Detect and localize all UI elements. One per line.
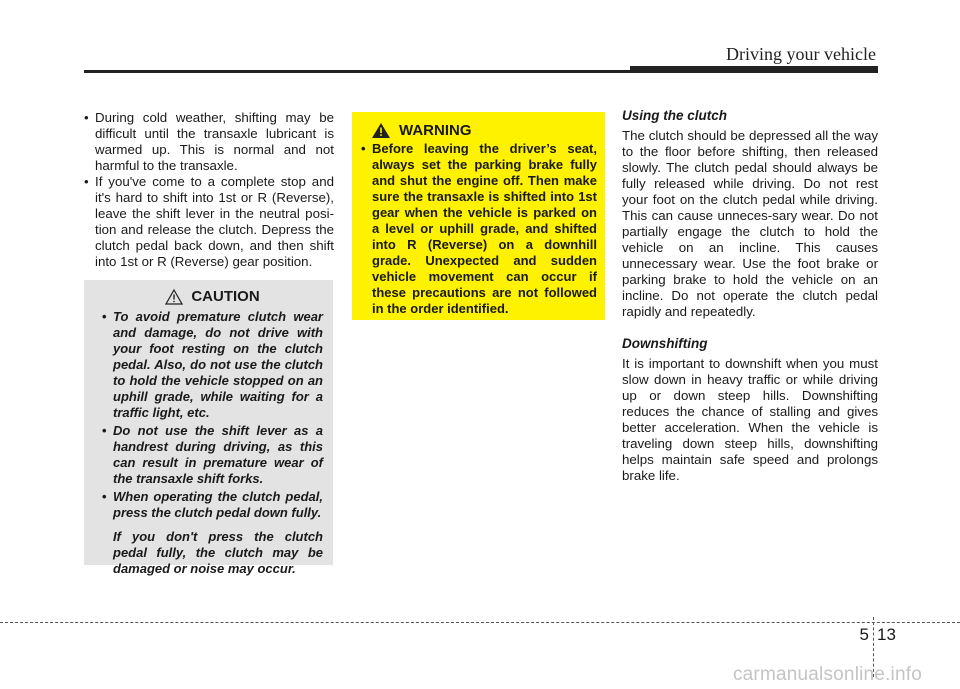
footer-divider xyxy=(0,622,960,623)
header-rule xyxy=(84,70,878,73)
page-number: 13 xyxy=(877,625,896,644)
left-column xyxy=(84,110,334,270)
section-heading: Using the clutch xyxy=(622,108,728,123)
page-number-block xyxy=(820,625,900,665)
caution-header xyxy=(102,288,323,305)
warning-triangle-icon xyxy=(371,122,391,139)
caution-item: • Do not use the shift lever as a handrest during driving, as this can result in premature wear of the transaxle shift forks. xyxy=(102,423,323,487)
chapter-number: 5 xyxy=(859,625,869,644)
caution-heading: CAUTION xyxy=(191,288,260,305)
section-heading: Downshifting xyxy=(622,336,708,351)
caution-item: • When operating the clutch pedal, press the clutch pedal down fully. xyxy=(102,489,323,521)
warning-header xyxy=(361,122,597,139)
section-downshifting xyxy=(622,336,878,484)
caution-item: • To avoid premature clutch wear and damage, do not drive with your foot resting on the clutch pedal. Also, do not use the clutch to hold the vehicle stopped on an uphill grade, while waiting for a traffic light, etc. xyxy=(102,309,323,421)
warning-item: • Before leaving the driver’s seat, always set the parking brake fully and shut the engine off. Then make sure the transaxle is shifted into 1st gear when the vehicle is parked on a level or uphill grade, and shifted into R (Reverse) on a downhill grade. Unexpected and sudden vehicle movement can occur if these precautions are not followed in the order identified. xyxy=(361,141,597,317)
list-item: • If you've come to a complete stop and it's hard to shift into 1st or R (Reverse), leave the shift lever in the neutral posi-tion and release the clutch. Depress the clutch pedal back down, and then shift into 1st or R (Reverse) gear position. xyxy=(84,174,334,270)
caution-continuation: If you don't press the clutch pedal fully, the clutch may be damaged or noise may occur. xyxy=(113,529,323,576)
intro-bullet-list xyxy=(84,110,334,270)
section-title: Driving your vehicle xyxy=(726,44,876,64)
caution-triangle-icon xyxy=(165,289,183,305)
watermark: carmanualsonline.info xyxy=(732,664,922,685)
section-using-clutch xyxy=(622,108,878,320)
warning-box xyxy=(352,112,605,320)
warning-heading: WARNING xyxy=(399,122,472,139)
list-item: • During cold weather, shifting may be difficult until the transaxle lubricant is warmed up. This is normal and not harmful to the transaxle. xyxy=(84,110,334,174)
section-body: The clutch should be depressed all the way to the floor before shifting, then released slowly. The clutch pedal should always be fully released while driving. Do not rest your foot on the clutch pedal while driving. This can cause unneces-sary wear. Do not partially engage the clutch to hold the vehicle on an incline. This causes unnecessary wear. Use the foot brake or parking brake to hold the vehicle on an incline. Do not operate the clutch pedal rapidly and repeatedly. xyxy=(622,128,878,319)
section-body: It is important to downshift when you must slow down in heavy traffic or while driving up or down steep hills. Downshifting reduces the chance of stalling and gives better acceleration. When the vehicle is traveling down steep hills, downshifting helps maintain safe speed and prolongs brake life. xyxy=(622,356,878,483)
right-column xyxy=(622,108,878,500)
caution-box xyxy=(84,280,333,576)
